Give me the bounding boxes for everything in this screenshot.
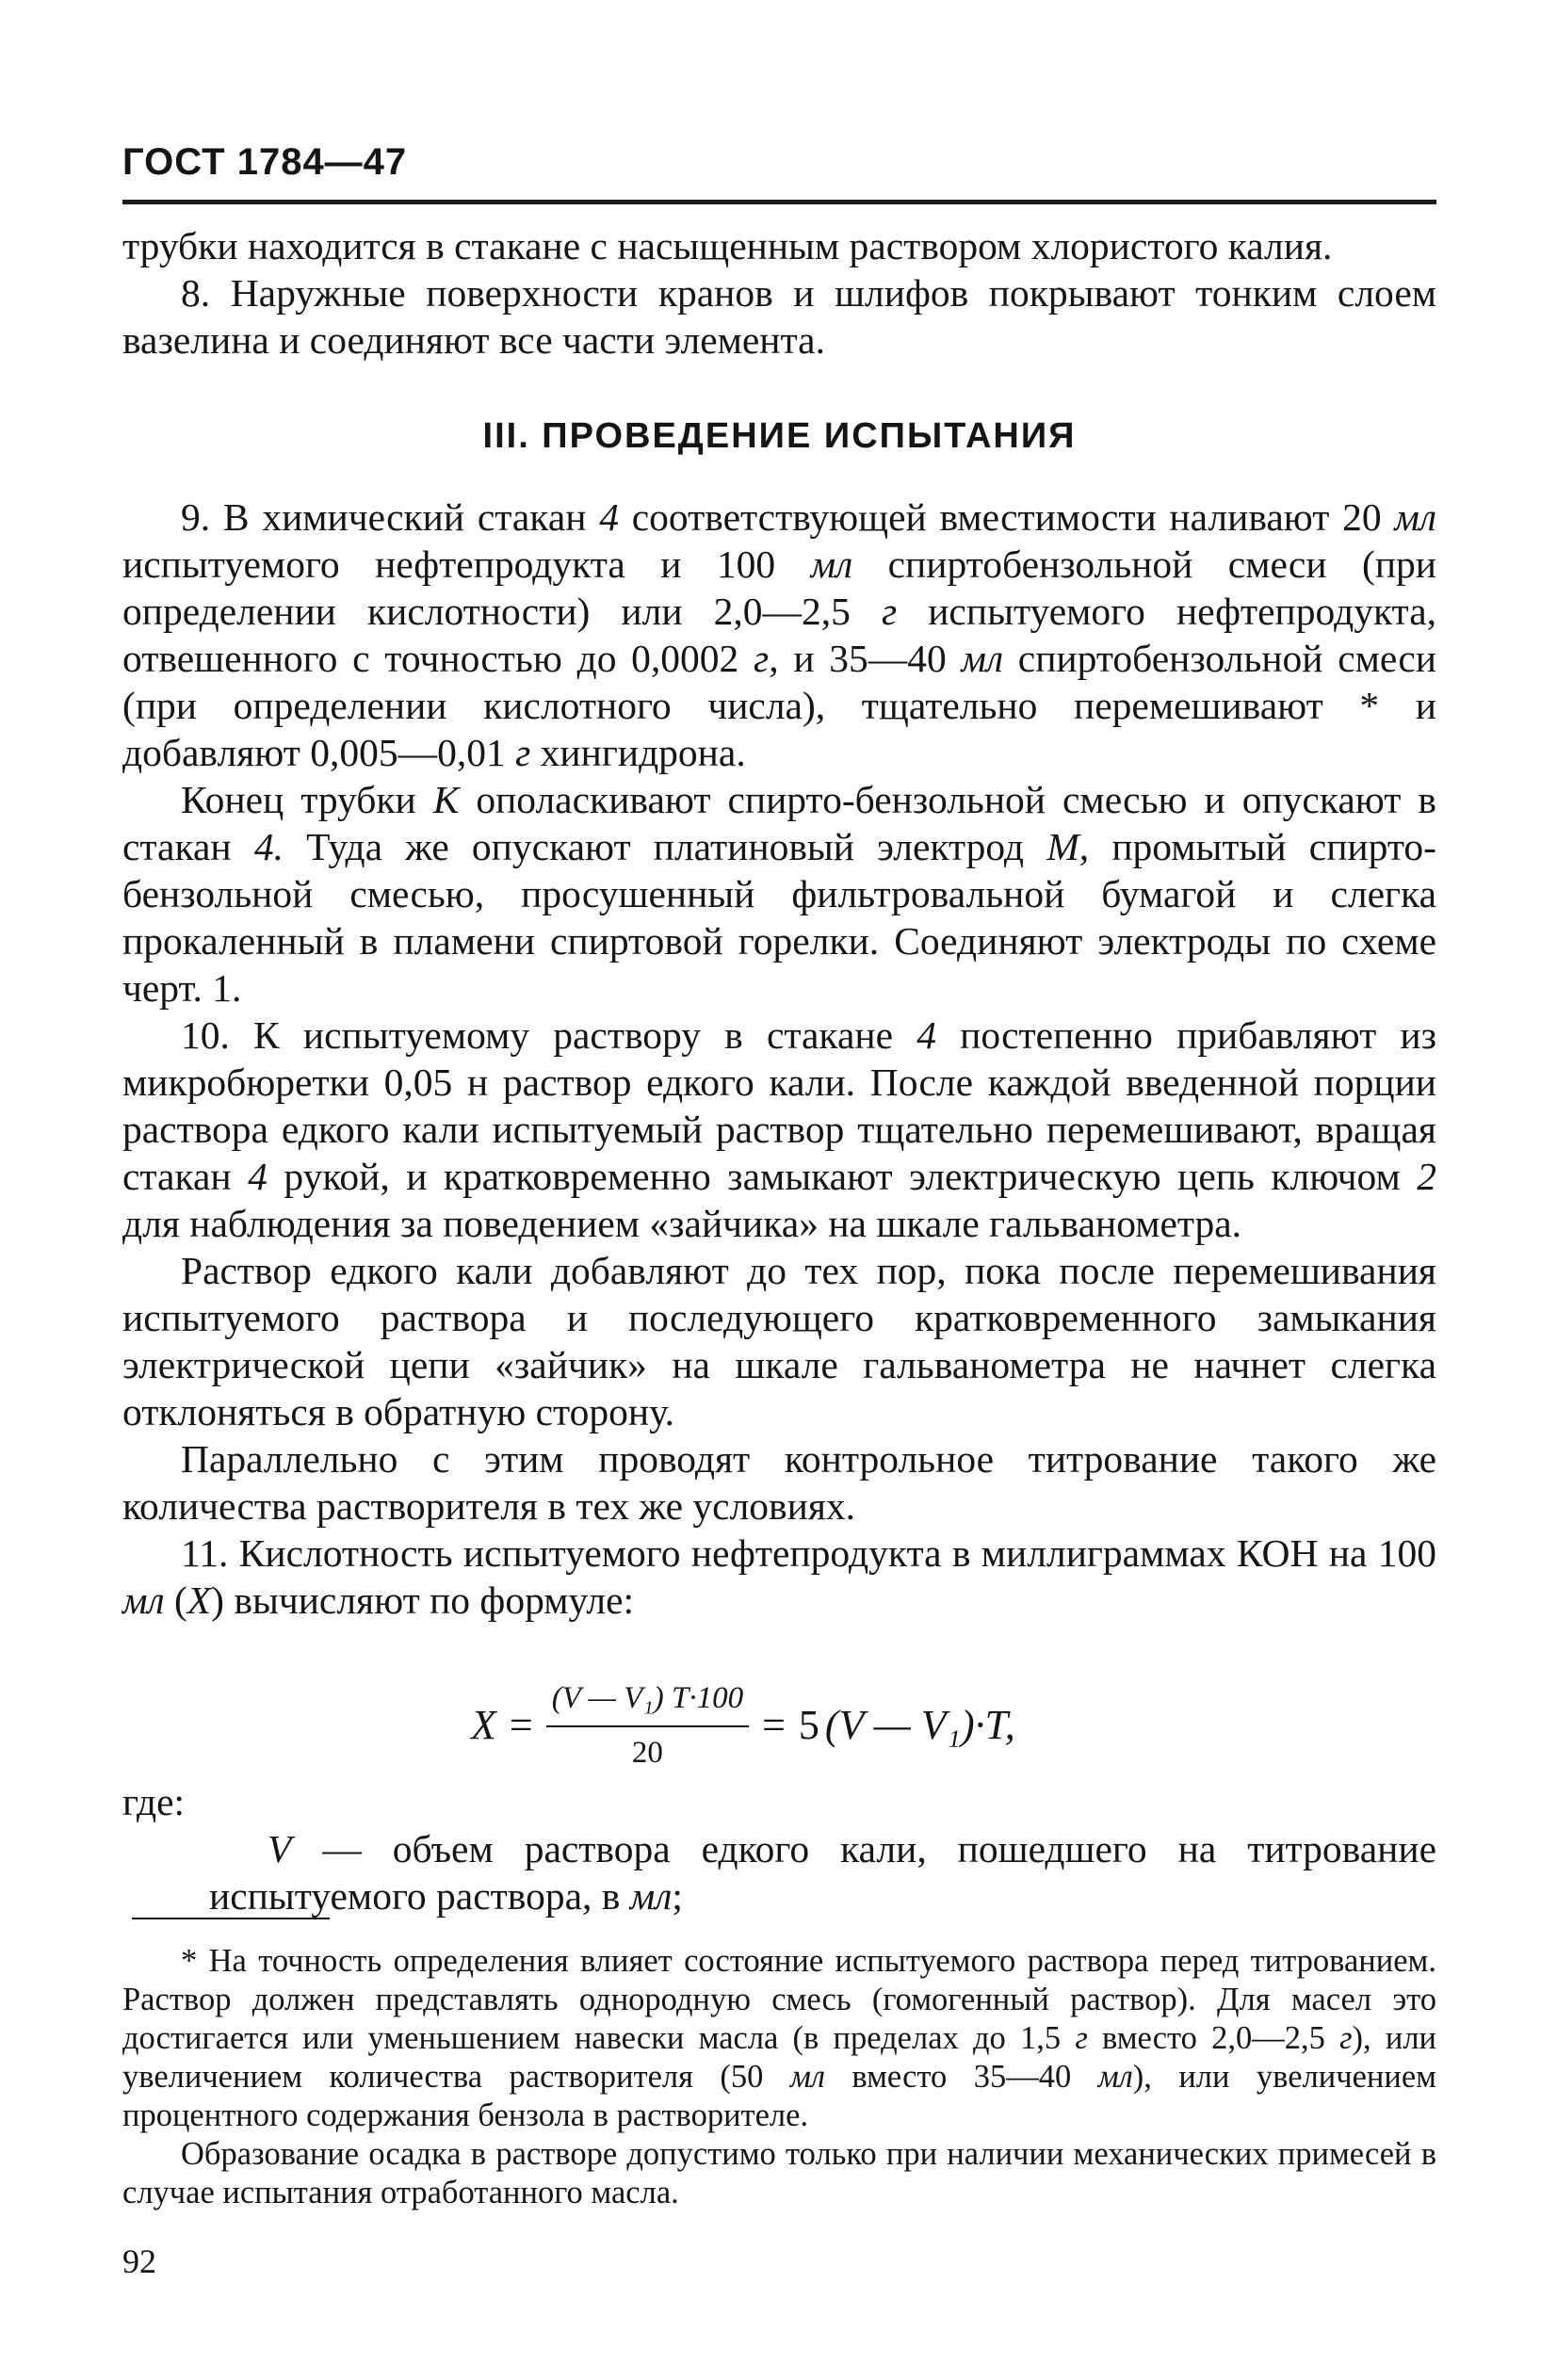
acidity-formula: [122, 1658, 1436, 1770]
formula-lhs: X: [471, 1702, 496, 1748]
formula-numerator: (V — V₁) T·100: [546, 1675, 749, 1727]
formula-rhs-coefficient: 5: [798, 1702, 819, 1748]
formula-rhs-expression: (V — V₁)·T,: [824, 1702, 1015, 1748]
paragraph-9: 9. В химический стакан 4 соответствующей вместимости наливают 20 мл испытуемого нефтепродукта и 100 мл спиртобензольной смеси (при определении кислотности) или 2,0—2,5 г испытуемого нефтепродукта, отвешенного с точностью до 0,0002 г, и 35—40 мл спиртобензольной смеси (при определении кислотного числа), тщательно перемешивают * и добавляют 0,005—0,01 г хингидрона.: [122, 495, 1437, 774]
where-label: где:: [122, 1780, 186, 1823]
paragraph-11: 11. Кислотность испытуемого нефтепродукта в миллиграммах КОН на 100 мл (X) вычисляют по формуле:: [122, 1531, 1436, 1622]
header-rule: [122, 200, 1436, 204]
section-heading: III. ПРОВЕДЕНИЕ ИСПЫТАНИЯ: [482, 416, 1077, 456]
variable-definition: V — объем раствора едкого кали, пошедшего на титрование испытуемого раствора, в мл;: [209, 1827, 1436, 1918]
paragraph-10-continued: Раствор едкого кали добавляют до тех пор, пока после перемешивания испытуемого раствора и последующего кратковременного замыкания электрической цепи «зайчик» на шкале гальванометра не начнет слегка отклоняться в обратную сторону.: [122, 1249, 1436, 1433]
paragraph-10: 10. К испытуемому раствору в стакане 4 постепенно прибавляют из микробюретки 0,05 н раствор едкого кали. После каждой введенной порции раствора едкого кали испытуемый раствор тщательно перемешивают, вращая стакан 4 рукой, и кратковременно замыкают электрическую цепь ключом 2 для наблюдения за поведением «зайчика» на шкале гальванометра.: [122, 1013, 1437, 1245]
footnotes: [122, 1942, 1436, 2212]
paragraph-8: 8. Наружные поверхности кранов и шлифов покрывают тонким слоем вазелина и соединяют все части элемента.: [122, 271, 1436, 362]
document-header-title: ГОСТ 1784—47: [122, 141, 408, 183]
paragraph-9-continued: Конец трубки К ополаскивают спирто-бензольной смесью и опускают в стакан 4. Туда же опускают платиновый электрод М, промытый спирто-бензольной смесью, просушенный фильтровальной бумагой и слегка прокаленный в пламени спиртовой горелки. Соединяют электроды по схеме черт. 1.: [122, 778, 1436, 1010]
formula-denominator: 20: [631, 1736, 663, 1770]
page-number: 92: [122, 2242, 156, 2280]
paragraph-10-control: Параллельно с этим проводят контрольное титрование такого же количества растворителя в тех же условиях.: [122, 1437, 1436, 1528]
footnote-2: Образование осадка в растворе допустимо только при наличии механических примесей в случае испытания отработанного масла.: [122, 2136, 1436, 2210]
formula-equals-2: =: [762, 1702, 786, 1748]
formula-equals-1: =: [509, 1702, 533, 1748]
footnote-rule: [132, 1918, 330, 1919]
paragraph-continuation: трубки находится в стакане с насыщенным раствором хлористого калия.: [122, 224, 1333, 267]
footnote-1: * На точность определения влияет состояние испытуемого раствора перед титрованием. Раствор должен представлять однородную смесь (гомогенный раствор). Для масел это достигается или уменьшением навески масла (в пределах до 1,5 г вместо 2,0—2,5 г), или увеличением количества растворителя (50 мл вместо 35—40 мл), или увеличением процентного содержания бензола в растворителе.: [122, 1943, 1436, 2133]
body-text: [122, 222, 1436, 1919]
formula-fraction: [546, 1675, 749, 1776]
